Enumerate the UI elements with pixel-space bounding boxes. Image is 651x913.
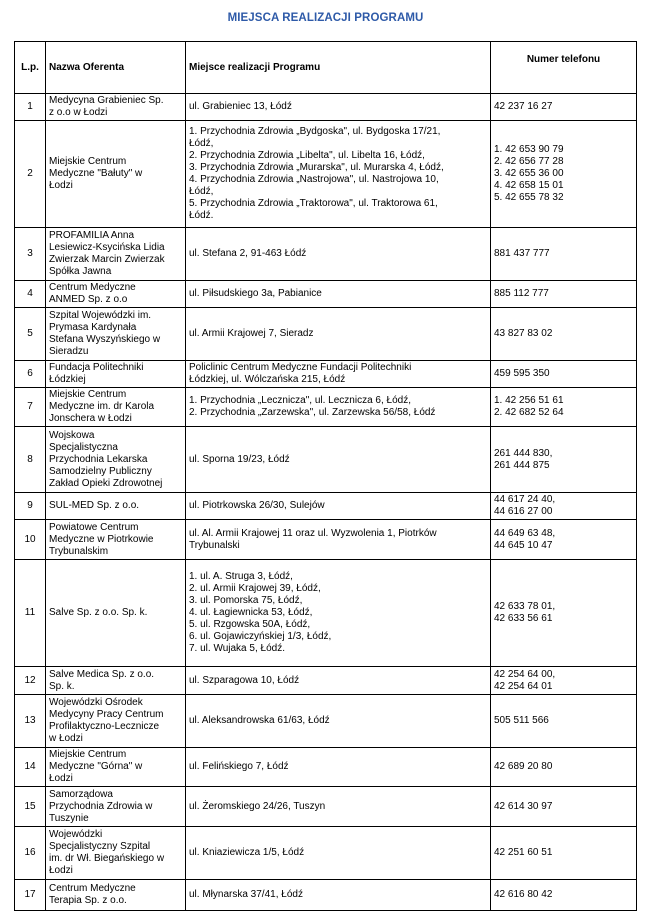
cell-name <box>46 827 186 880</box>
cell-place-line: 1. ul. A. Struga 3, Łódź, <box>189 571 293 582</box>
cell-name-line: Łodzi <box>49 773 73 784</box>
cell-name-line: Wojewódzki <box>49 829 103 840</box>
cell-phone-line: 505 511 566 <box>494 715 549 726</box>
cell-place-line: 5. ul. Rzgowska 50A, Łódź, <box>189 619 311 630</box>
cell-phone-line: 4. 42 658 15 01 <box>494 180 564 191</box>
cell-name <box>46 520 186 560</box>
cell-name-line: Samorządowa <box>49 788 113 800</box>
cell-phone <box>491 94 637 121</box>
cell-name-line: PROFAMILIA Anna <box>49 230 135 241</box>
cell-phone-line: 459 595 350 <box>494 368 550 379</box>
cell-name <box>46 560 186 667</box>
cell-phone-line: 261 444 830, <box>494 447 553 459</box>
cell-phone <box>491 748 637 787</box>
cell-name-line: Zwierzak Marcin Zwierzak <box>49 254 165 265</box>
cell-lp: 9 <box>15 493 46 520</box>
cell-name-line: Samodzielny Publiczny <box>49 465 152 477</box>
cell-place <box>186 560 491 667</box>
cell-name-line: Zakład Opieki Zdrowotnej <box>49 477 163 489</box>
cell-phone <box>491 827 637 880</box>
page-title: MIEJSCA REALIZACJI PROGRAMU <box>227 12 424 24</box>
cell-name-line: Stefana Wyszyńskiego w <box>49 334 161 345</box>
cell-name-line: Miejskie Centrum <box>49 389 127 400</box>
cell-name-line: Trybunalskim <box>49 545 109 557</box>
cell-place-line: 7. ul. Wujaka 5, Łódź. <box>189 643 285 654</box>
cell-place <box>186 787 491 827</box>
cell-name-line: w Łodzi <box>49 733 83 744</box>
cell-name <box>46 281 186 308</box>
cell-place-line: ul. Armii Krajowej 7, Sieradz <box>189 328 314 339</box>
cell-place-line: Policlinic Centrum Medyczne Fundacji Politechniki <box>189 362 412 373</box>
table-row <box>15 560 637 667</box>
cell-place-line: Łódź, <box>189 186 214 197</box>
table-row <box>15 787 637 827</box>
cell-name-line: Sp. k. <box>49 680 75 692</box>
cell-place-line: ul. Żeromskiego 24/26, Tuszyn <box>189 800 326 812</box>
cell-place-line: ul. Młynarska 37/41, Łódź <box>189 889 303 900</box>
cell-name-line: ANMED Sp. z o.o <box>49 294 128 305</box>
cell-place <box>186 827 491 880</box>
cell-phone-line: 42 633 56 61 <box>494 613 553 624</box>
cell-phone <box>491 667 637 695</box>
cell-phone-line: 44 649 63 48, <box>494 527 556 539</box>
cell-phone <box>491 560 637 667</box>
cell-phone <box>491 493 637 520</box>
table-row <box>15 94 637 121</box>
cell-place-line: ul. Kniaziewicza 1/5, Łódź <box>189 847 305 858</box>
cell-name-line: Medyczne im. dr Karola <box>49 401 155 412</box>
cell-phone-line: 1. 42 653 90 79 <box>494 144 564 155</box>
cell-name-line: Medyczne "Górna" w <box>49 761 143 772</box>
cell-place-line: 1. Przychodnia „Lecznicza", ul. Lecznicza 6, Łódź, <box>189 395 411 406</box>
cell-place <box>186 308 491 361</box>
cell-phone <box>491 121 637 228</box>
table-row <box>15 228 637 281</box>
cell-name-line: SUL-MED Sp. z o.o. <box>49 500 140 511</box>
cell-name-line: Szpital Wojewódzki im. <box>49 310 152 321</box>
cell-place-line: ul. Aleksandrowska 61/63, Łódź <box>189 715 330 726</box>
cell-name <box>46 787 186 827</box>
cell-phone-line: 44 645 10 47 <box>494 539 553 551</box>
cell-name-line: im. dr Wł. Biegańskiego w <box>49 853 165 864</box>
table-header-row <box>15 42 637 94</box>
cell-phone-line: 261 444 875 <box>494 459 550 471</box>
cell-name-line: Medycyny Pracy Centrum <box>49 709 164 720</box>
cell-place-line: 3. ul. Pomorska 75, Łódź, <box>189 595 303 606</box>
cell-lp: 12 <box>15 667 46 695</box>
cell-phone <box>491 427 637 493</box>
cell-lp: 17 <box>15 880 46 911</box>
cell-phone-line: 42 689 20 80 <box>494 761 553 772</box>
cell-lp: 16 <box>15 827 46 880</box>
cell-lp: 14 <box>15 748 46 787</box>
cell-place <box>186 748 491 787</box>
cell-phone-line: 42 237 16 27 <box>494 101 553 112</box>
cell-phone-line: 3. 42 655 36 00 <box>494 168 564 179</box>
cell-name <box>46 388 186 427</box>
cell-name-line: Łodzi <box>49 180 73 191</box>
cell-place-line: 3. Przychodnia Zdrowia „Murarska", ul. Murarska 4, Łódź, <box>189 162 444 173</box>
cell-phone <box>491 388 637 427</box>
cell-phone <box>491 281 637 308</box>
cell-place <box>186 880 491 911</box>
table-row <box>15 667 637 695</box>
header-lp: L.p. <box>15 42 46 94</box>
header-phone: Numer telefonu <box>491 42 637 94</box>
cell-place-line: 6. ul. Gojawiczyńskiej 1/3, Łódź, <box>189 631 332 642</box>
cell-name-line: Specjalistyczna <box>49 441 118 453</box>
table-row <box>15 493 637 520</box>
cell-place-line: 2. ul. Armii Krajowej 39, Łódź, <box>189 583 321 594</box>
cell-name-line: Centrum Medyczne <box>49 883 136 894</box>
cell-lp: 6 <box>15 361 46 388</box>
cell-phone-line: 43 827 83 02 <box>494 328 553 339</box>
cell-name <box>46 880 186 911</box>
cell-phone-line: 42 633 78 01, <box>494 601 556 612</box>
cell-name-line: Lesiewicz-Ksycińska Lidia <box>49 242 165 253</box>
cell-place <box>186 121 491 228</box>
cell-name <box>46 94 186 121</box>
cell-place-line: ul. Felińskiego 7, Łódź <box>189 761 289 772</box>
cell-place-line: 2. Przychodnia Zdrowia „Libelta", ul. Libelta 16, Łódź, <box>189 150 425 161</box>
cell-name-line: Miejskie Centrum <box>49 156 127 167</box>
table-row <box>15 281 637 308</box>
cell-name <box>46 427 186 493</box>
table-row <box>15 308 637 361</box>
program-locations-table <box>14 41 637 911</box>
cell-place-line: ul. Piotrkowska 26/30, Sulejów <box>189 500 325 511</box>
cell-name-line: Salve Medica Sp. z o.o. <box>49 668 155 680</box>
cell-lp: 3 <box>15 228 46 281</box>
cell-name-line: Łodzi <box>49 865 73 876</box>
cell-place-line: ul. Grabieniec 13, Łódź <box>189 101 292 112</box>
cell-lp: 7 <box>15 388 46 427</box>
cell-name-line: Wojewódzki Ośrodek <box>49 697 143 708</box>
cell-name-line: Medycyna Grabieniec Sp. <box>49 95 164 106</box>
cell-place-line: 1. Przychodnia Zdrowia „Bydgoska", ul. Bydgoska 17/21, <box>189 126 441 137</box>
cell-name-line: Jonschera w Łodzi <box>49 413 132 424</box>
table-row <box>15 695 637 748</box>
cell-name-line: Powiatowe Centrum <box>49 521 139 533</box>
cell-phone-line: 44 616 27 00 <box>494 506 553 517</box>
cell-place <box>186 361 491 388</box>
cell-phone-line: 885 112 777 <box>494 288 549 299</box>
cell-name-line: Spółka Jawna <box>49 266 112 277</box>
cell-phone-line: 42 251 60 51 <box>494 847 553 858</box>
cell-place <box>186 281 491 308</box>
cell-place-line: ul. Szparagowa 10, Łódź <box>189 674 300 686</box>
cell-name <box>46 667 186 695</box>
cell-name <box>46 493 186 520</box>
cell-lp: 4 <box>15 281 46 308</box>
cell-place-line: 4. Przychodnia Zdrowia „Nastrojowa", ul. Nastrojowa 10, <box>189 174 439 185</box>
cell-phone <box>491 787 637 827</box>
cell-phone-line: 42 254 64 00, <box>494 668 556 680</box>
cell-place-line: Trybunalski <box>189 539 240 551</box>
cell-place-line: ul. Piłsudskiego 3a, Pabianice <box>189 288 322 299</box>
cell-lp: 10 <box>15 520 46 560</box>
cell-phone <box>491 228 637 281</box>
cell-phone <box>491 308 637 361</box>
cell-name <box>46 121 186 228</box>
cell-name <box>46 361 186 388</box>
cell-phone-line: 44 617 24 40, <box>494 494 556 505</box>
cell-phone-line: 1. 42 256 51 61 <box>494 395 564 406</box>
cell-place <box>186 388 491 427</box>
cell-name-line: Profilaktyczno-Lecznicze <box>49 721 160 732</box>
cell-lp: 8 <box>15 427 46 493</box>
cell-name-line: Sieradzu <box>49 346 89 357</box>
cell-name <box>46 308 186 361</box>
cell-name-line: Centrum Medyczne <box>49 282 136 293</box>
cell-lp: 5 <box>15 308 46 361</box>
cell-place <box>186 520 491 560</box>
cell-lp: 11 <box>15 560 46 667</box>
cell-place <box>186 667 491 695</box>
cell-phone-line: 42 616 80 42 <box>494 889 553 900</box>
cell-phone <box>491 361 637 388</box>
cell-place-line: 2. Przychodnia „Zarzewska", ul. Zarzewska 56/58, Łódź <box>189 407 436 418</box>
table-row <box>15 748 637 787</box>
cell-place <box>186 493 491 520</box>
cell-phone-line: 42 614 30 97 <box>494 800 553 812</box>
cell-phone <box>491 520 637 560</box>
cell-place-line: Łódź. <box>189 210 214 221</box>
cell-name-line: Medyczne w Piotrkowie <box>49 533 154 545</box>
cell-phone-line: 5. 42 655 78 32 <box>494 192 564 203</box>
cell-name-line: Prymasa Kardynała <box>49 322 137 333</box>
cell-place <box>186 228 491 281</box>
cell-place-line: ul. Stefana 2, 91-463 Łódź <box>189 248 307 259</box>
cell-name-line: Fundacja Politechniki <box>49 362 144 373</box>
cell-place <box>186 427 491 493</box>
cell-place-line: Łódź, <box>189 138 214 149</box>
cell-lp: 1 <box>15 94 46 121</box>
cell-phone-line: 881 437 777 <box>494 248 550 259</box>
table-row <box>15 827 637 880</box>
table-row <box>15 361 637 388</box>
table-row <box>15 880 637 911</box>
cell-lp: 15 <box>15 787 46 827</box>
cell-name-line: Miejskie Centrum <box>49 749 127 760</box>
cell-name-line: Przychodnia Zdrowia w <box>49 800 153 812</box>
cell-lp: 2 <box>15 121 46 228</box>
cell-lp: 13 <box>15 695 46 748</box>
cell-place-line: ul. Sporna 19/23, Łódź <box>189 453 290 465</box>
cell-phone <box>491 695 637 748</box>
cell-name-line: Tuszynie <box>49 812 89 824</box>
table-row <box>15 427 637 493</box>
cell-name-line: Medyczne "Bałuty" w <box>49 168 143 179</box>
cell-place-line: 5. Przychodnia Zdrowia „Traktorowa", ul. Traktorowa 61, <box>189 198 438 209</box>
cell-name-line: Przychodnia Lekarska <box>49 453 148 465</box>
cell-name-line: z o.o w Łodzi <box>49 107 108 118</box>
cell-name <box>46 228 186 281</box>
cell-name-line: Wojskowa <box>49 429 95 441</box>
cell-place-line: 4. ul. Łagiewnicka 53, Łódź, <box>189 607 313 618</box>
cell-phone <box>491 880 637 911</box>
cell-name <box>46 748 186 787</box>
cell-name <box>46 695 186 748</box>
table-row <box>15 520 637 560</box>
header-name: Nazwa Oferenta <box>46 42 186 94</box>
cell-name-line: Terapia Sp. z o.o. <box>49 895 127 906</box>
cell-name-line: Łódzkiej <box>49 374 86 385</box>
cell-phone-line: 42 254 64 01 <box>494 680 553 692</box>
cell-place-line: Łódzkiej, ul. Wólczańska 215, Łódź <box>189 374 346 385</box>
cell-place <box>186 94 491 121</box>
cell-phone-line: 2. 42 682 52 64 <box>494 407 564 418</box>
cell-name-line: Salve Sp. z o.o. Sp. k. <box>49 607 148 618</box>
header-place: Miejsce realizacji Programu <box>186 42 491 94</box>
cell-name-line: Specjalistyczny Szpital <box>49 841 151 852</box>
table-row <box>15 121 637 228</box>
table-row <box>15 388 637 427</box>
cell-place <box>186 695 491 748</box>
cell-phone-line: 2. 42 656 77 28 <box>494 156 564 167</box>
cell-place-line: ul. Al. Armii Krajowej 11 oraz ul. Wyzwolenia 1, Piotrków <box>189 527 437 539</box>
